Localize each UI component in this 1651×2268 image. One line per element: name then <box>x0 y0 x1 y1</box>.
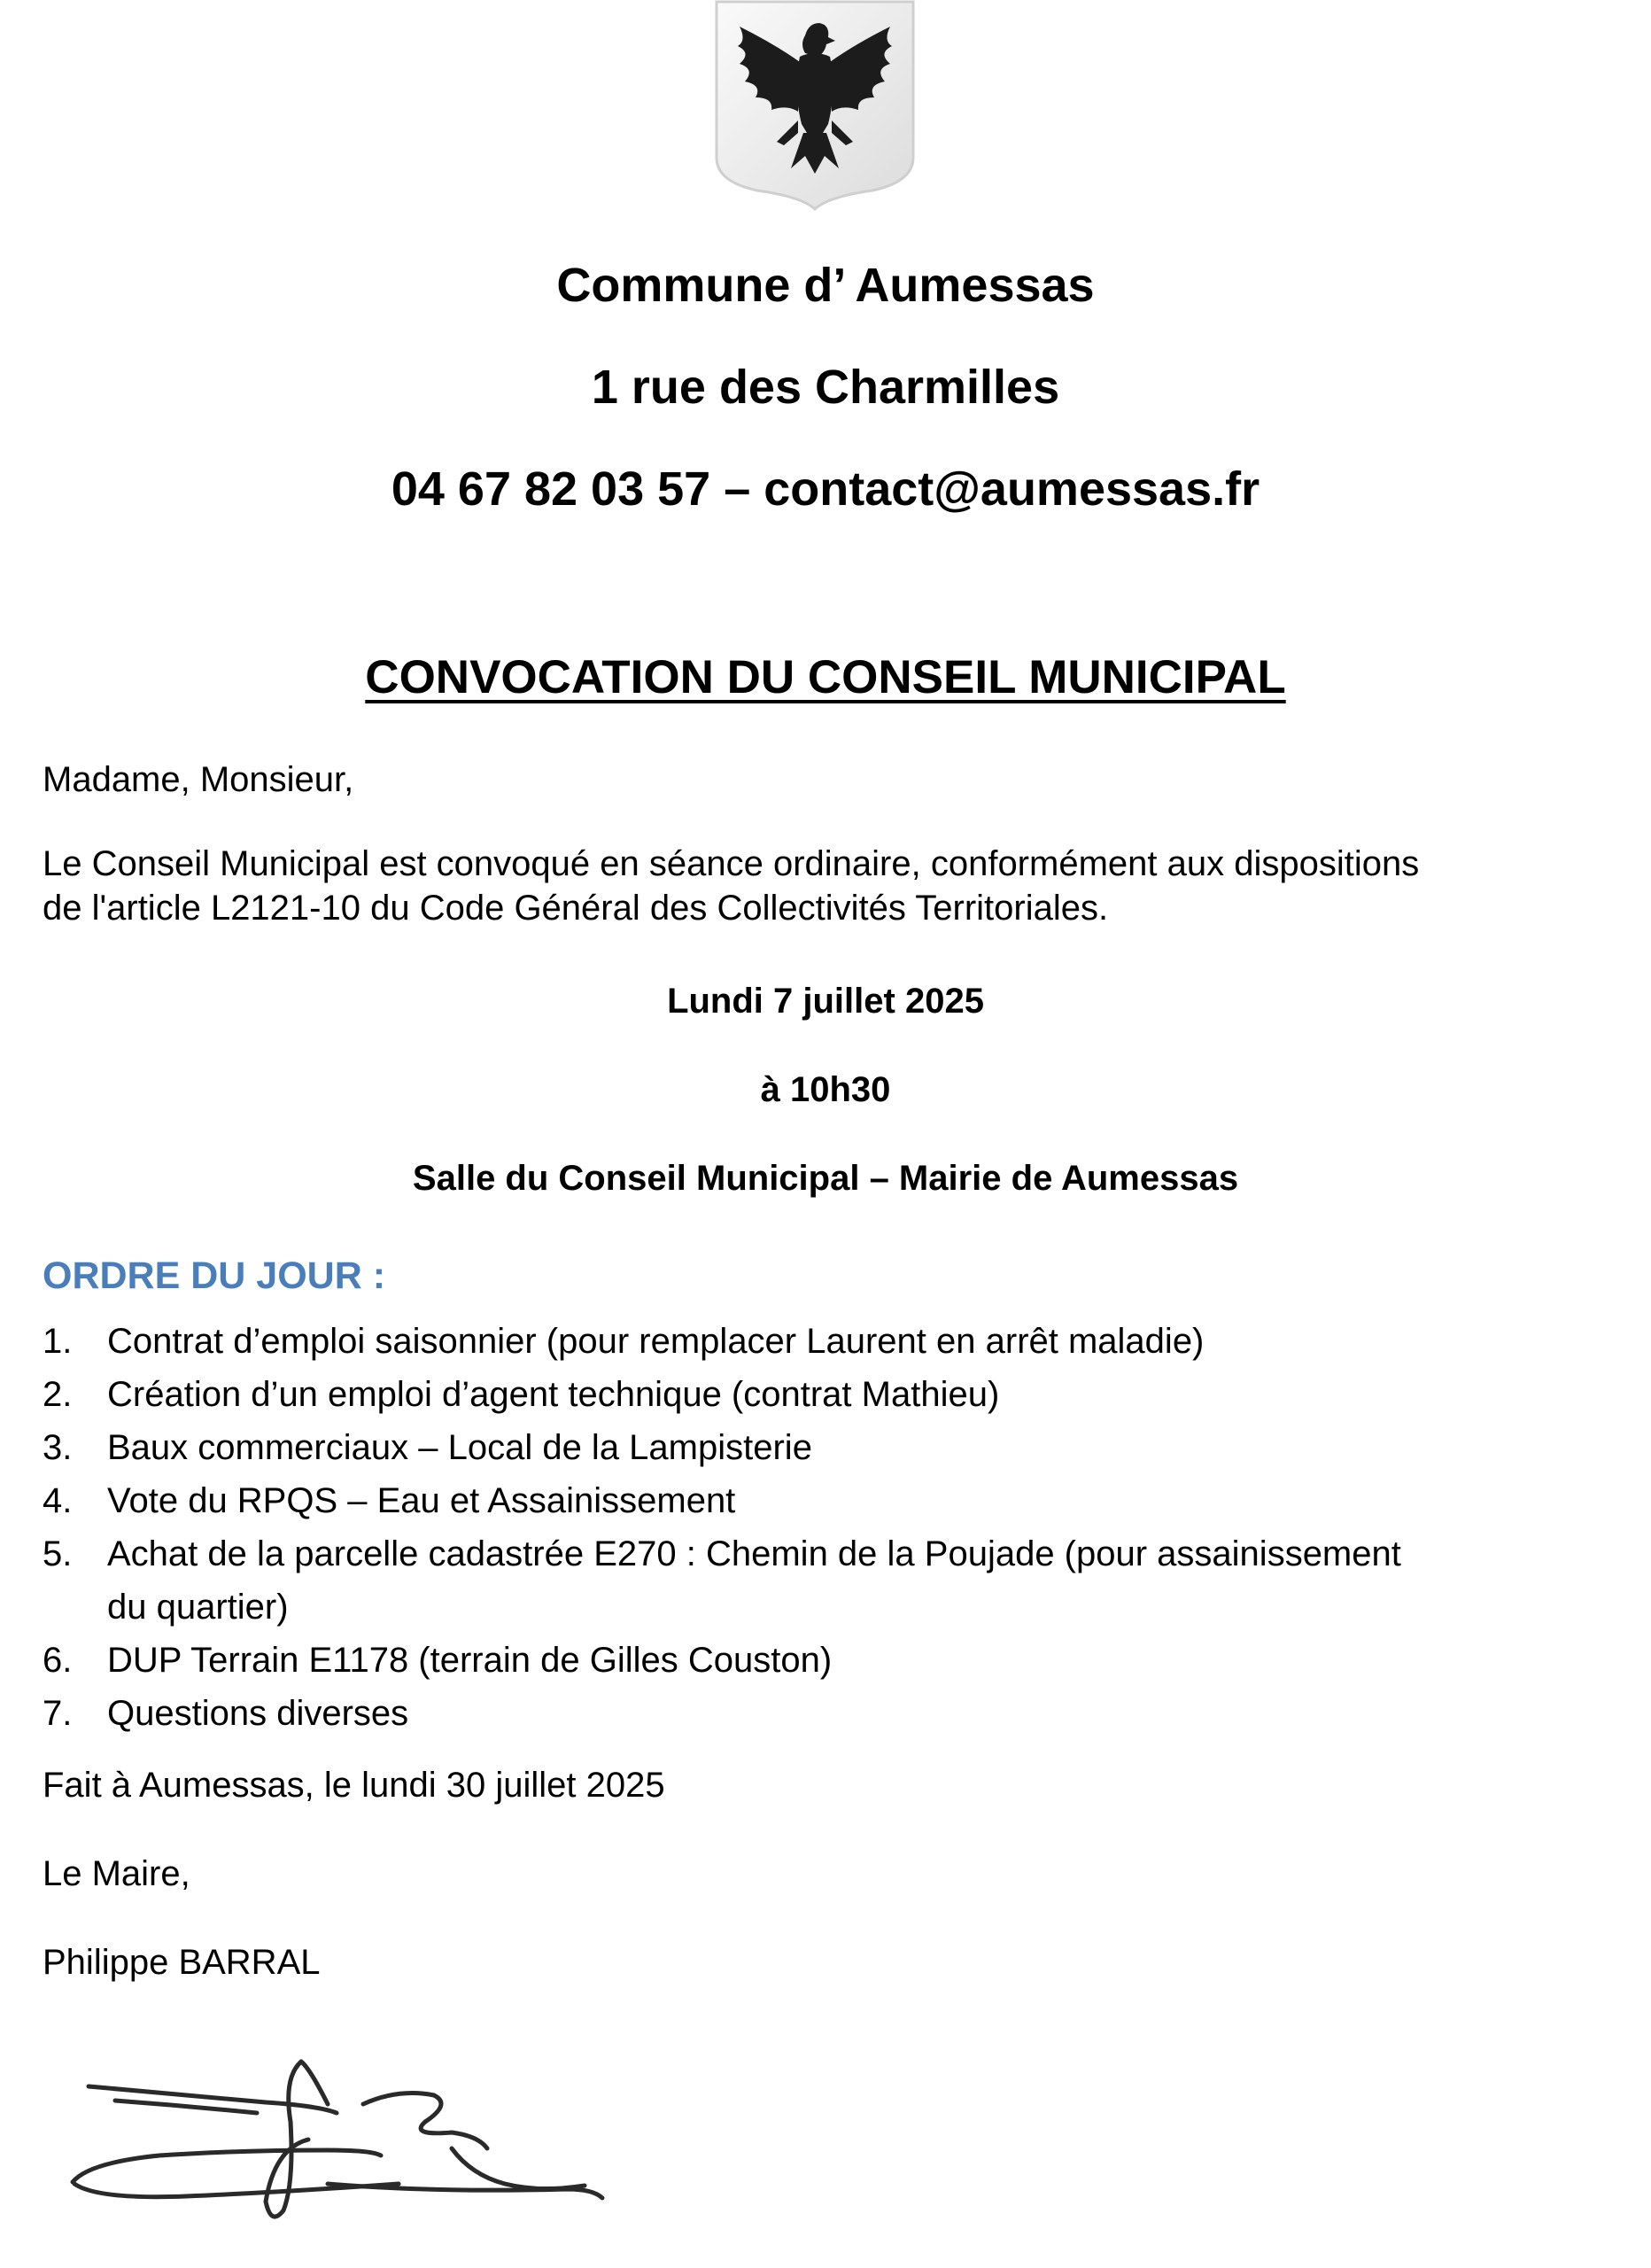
agenda-item-text: du quartier) <box>107 1588 289 1627</box>
intro-paragraph <box>43 842 1619 930</box>
meeting-date: Lundi 7 juillet 2025 <box>667 982 984 1021</box>
fait-a: Fait à Aumessas, le lundi 30 juillet 2025 <box>43 1766 665 1805</box>
agenda-item <box>43 1634 1619 1687</box>
agenda-item <box>43 1527 1619 1634</box>
document-title: CONVOCATION DU CONSEIL MUNICIPAL <box>365 651 1286 703</box>
agenda-item-number: 5. <box>43 1534 73 1573</box>
commune-contact: 04 67 82 03 57 – contact@aumessas.fr <box>391 462 1260 516</box>
signatory-role: Le Maire, <box>43 1854 190 1893</box>
handwritten-signature <box>62 2051 620 2237</box>
agenda-item <box>43 1687 1619 1740</box>
agenda-item-text: Vote du RPQS – Eau et Assainissement <box>107 1481 736 1520</box>
agenda-item-number: 6. <box>43 1641 73 1680</box>
agenda-item-text: Baux commerciaux – Local de la Lampisterie <box>107 1428 812 1467</box>
commune-name: Commune d’ Aumessas <box>556 259 1095 312</box>
agenda-item-number: 7. <box>43 1694 73 1733</box>
meeting-place: Salle du Conseil Municipal – Mairie de Aumessas <box>412 1159 1239 1198</box>
commune-address: 1 rue des Charmilles <box>591 361 1060 414</box>
greeting: Madame, Monsieur, <box>43 760 354 799</box>
agenda-item-text: Achat de la parcelle cadastrée E270 : Chemin de la Poujade (pour assainissement <box>107 1534 1401 1573</box>
agenda-item-text: DUP Terrain E1178 (terrain de Gilles Couston) <box>107 1641 833 1680</box>
agenda-item-number: 4. <box>43 1481 73 1520</box>
agenda-item-number: 2. <box>43 1375 73 1414</box>
agenda-item <box>43 1315 1619 1368</box>
coat-of-arms-eagle-icon <box>713 0 917 211</box>
meeting-time: à 10h30 <box>760 1070 891 1109</box>
agenda-list <box>43 1315 1619 1740</box>
agenda-item-number: 3. <box>43 1428 73 1467</box>
intro-line: Le Conseil Municipal est convoqué en séance ordinaire, conformément aux dispositions <box>43 844 1420 883</box>
agenda-item-number: 1. <box>43 1322 73 1361</box>
intro-line: de l'article L2121-10 du Code Général des Collectivités Territoriales. <box>43 889 1109 928</box>
agenda-item <box>43 1421 1619 1474</box>
agenda-item-text: Questions diverses <box>107 1694 409 1733</box>
agenda-item-text: Contrat d’emploi saisonnier (pour remplacer Laurent en arrêt maladie) <box>107 1322 1205 1361</box>
agenda-item-text: Création d’un emploi d’agent technique (contrat Mathieu) <box>107 1375 1000 1414</box>
signatory-name: Philippe BARRAL <box>43 1943 321 1982</box>
agenda-heading: ORDRE DU JOUR : <box>43 1254 386 1297</box>
agenda-item <box>43 1474 1619 1527</box>
agenda-item <box>43 1368 1619 1421</box>
